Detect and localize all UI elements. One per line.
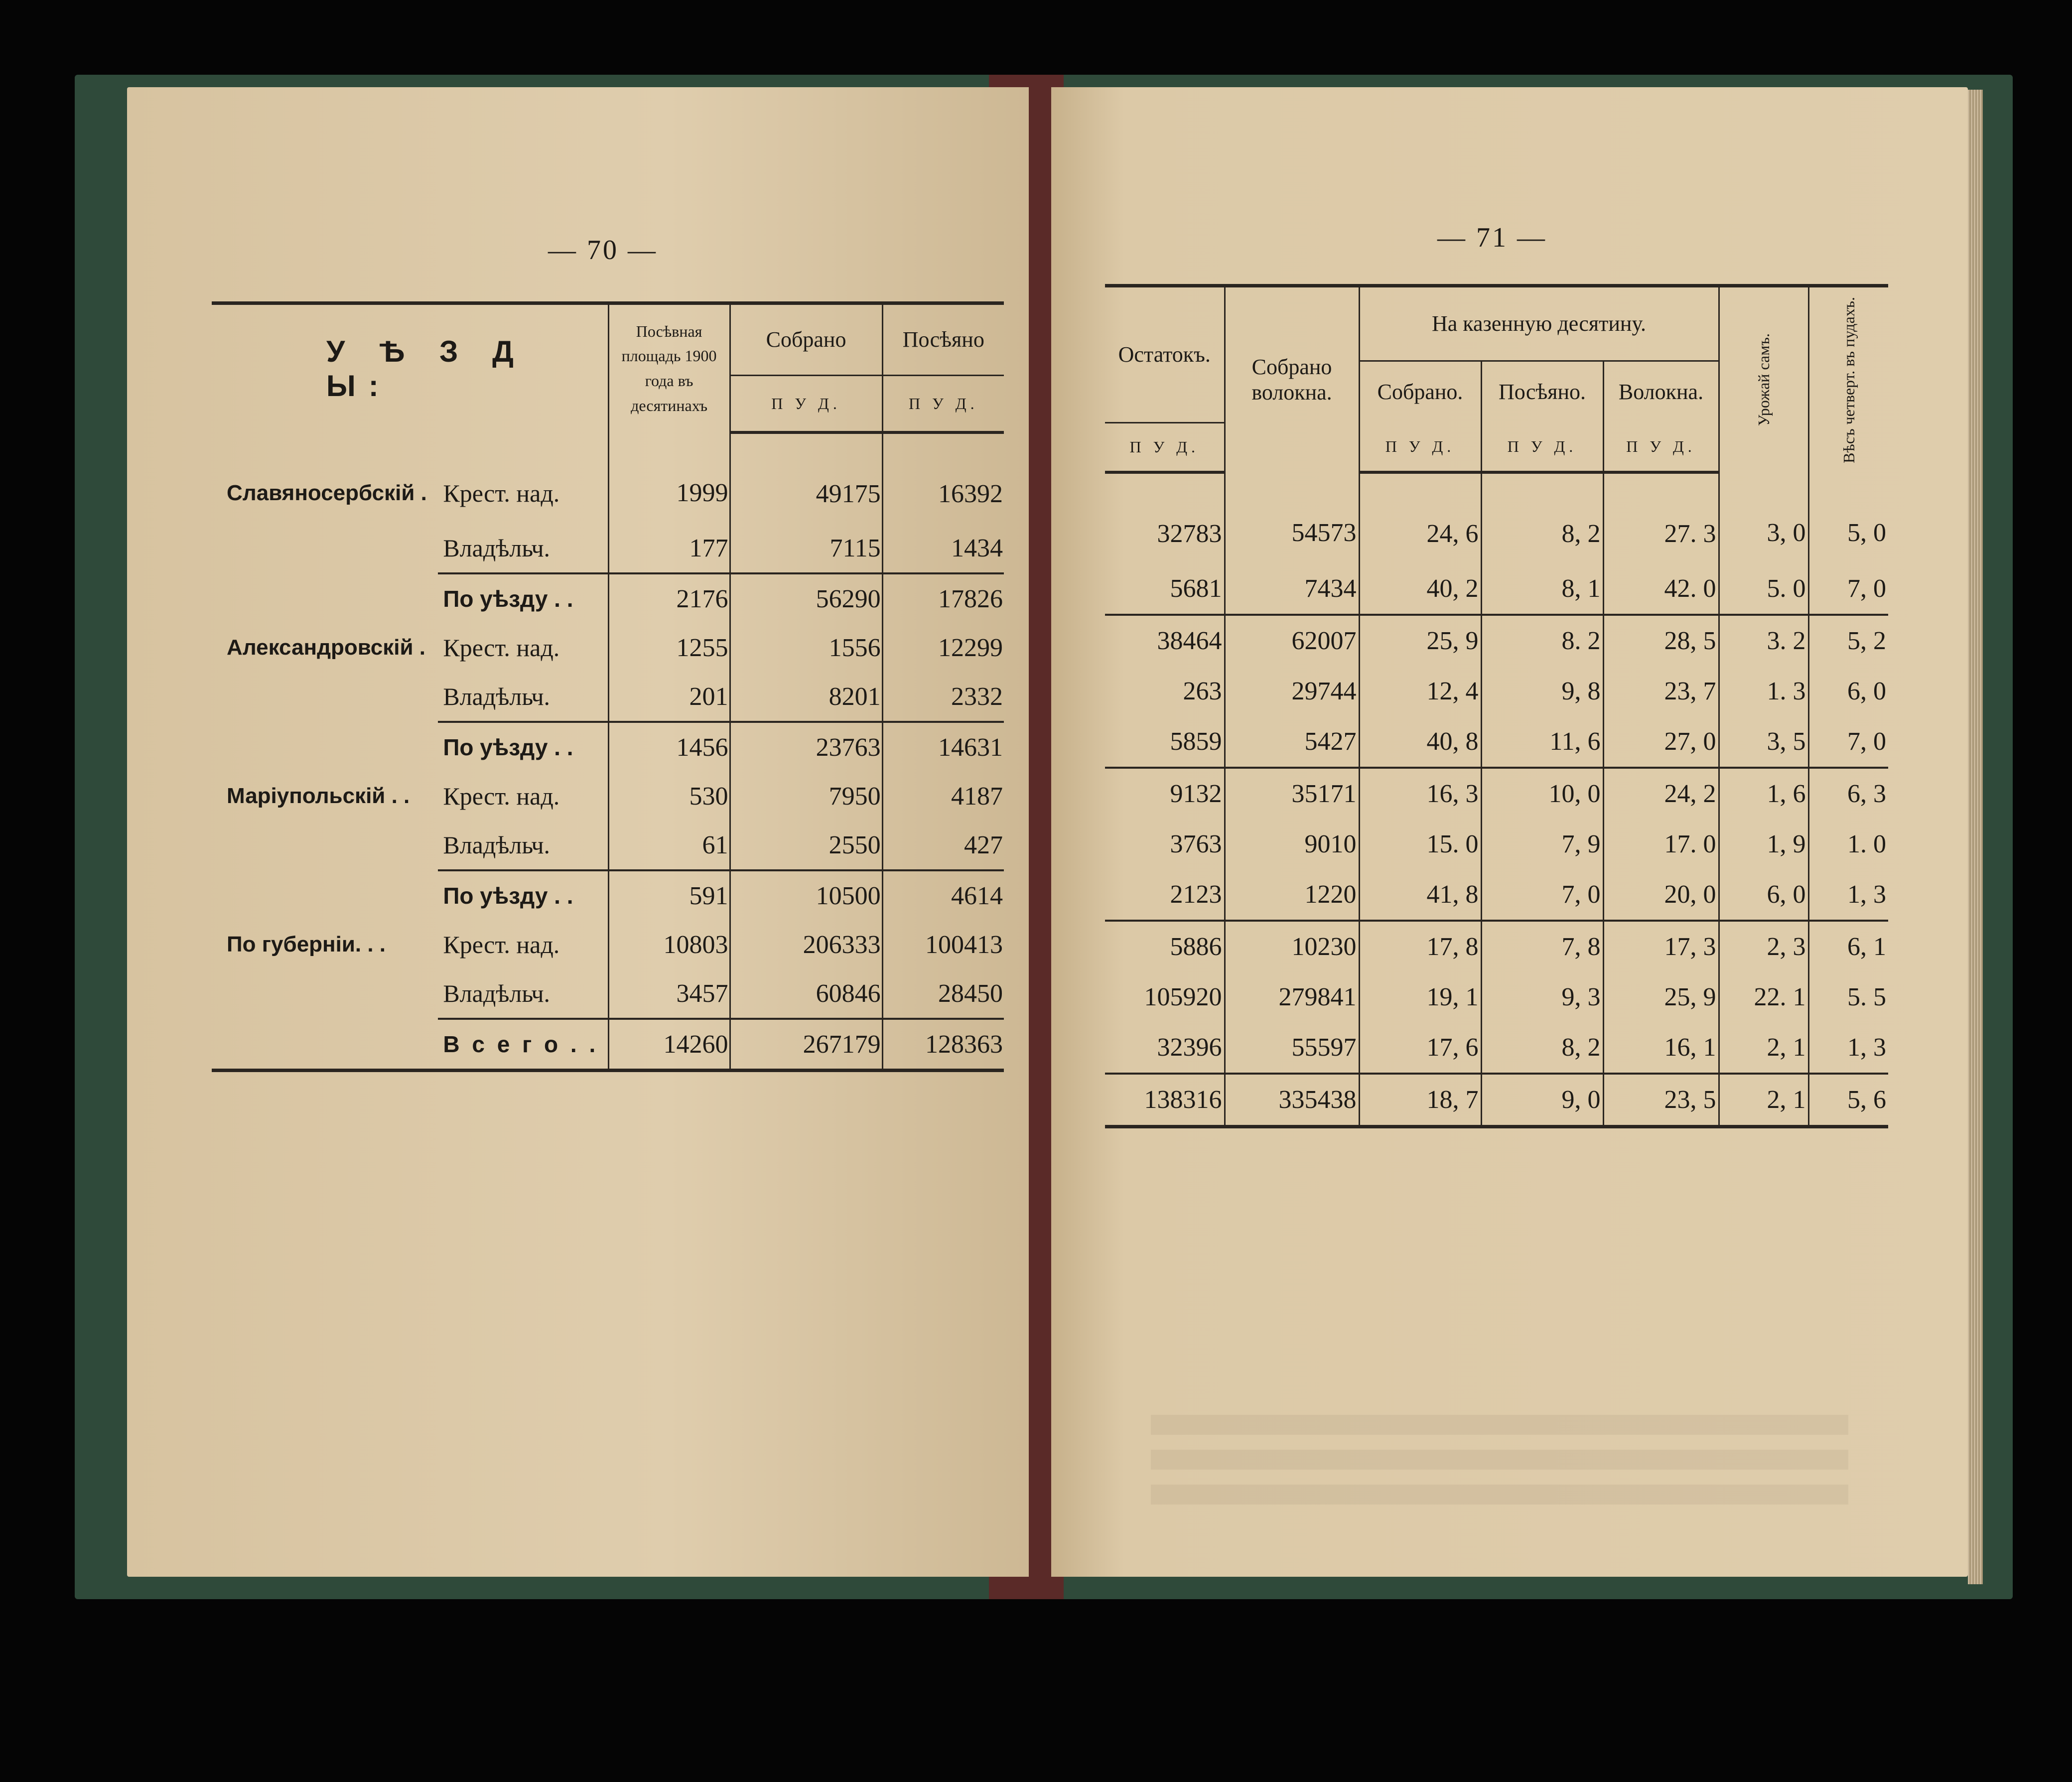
cell-yield: 22. 1 xyxy=(1719,972,1808,1022)
cell-remainder: 5886 xyxy=(1105,921,1225,972)
table-row xyxy=(1105,921,1888,972)
cell-area: 2176 xyxy=(608,573,730,623)
table-row xyxy=(1105,716,1888,768)
cell-fiber: 10230 xyxy=(1225,921,1359,972)
cell-name xyxy=(212,524,438,573)
cell-yield: 2, 1 xyxy=(1719,1074,1808,1127)
cell-name xyxy=(212,870,438,920)
per-desyatina-header: На казенную десятину. xyxy=(1359,286,1719,361)
cell-name xyxy=(212,573,438,623)
cell-sown: 28450 xyxy=(882,969,1004,1019)
cell-yield: 1, 6 xyxy=(1719,768,1808,819)
cell-cat: Крест. над. xyxy=(443,782,560,810)
cell-collected: 18, 7 xyxy=(1359,1074,1481,1127)
table-row xyxy=(1105,666,1888,716)
cell-weight: 5, 2 xyxy=(1808,615,1888,666)
table-row xyxy=(212,432,1004,524)
cell-fiber_per: 27, 0 xyxy=(1603,716,1719,768)
collected-header: Собрано xyxy=(730,303,882,376)
table-row xyxy=(212,920,1004,969)
table-row xyxy=(1105,768,1888,819)
cell-remainder: 9132 xyxy=(1105,768,1225,819)
cell-fiber: 7434 xyxy=(1225,563,1359,615)
cell-collected: 10500 xyxy=(730,870,882,920)
sown-header: Посѣяно xyxy=(882,303,1004,376)
cell-collected: 15. 0 xyxy=(1359,819,1481,869)
cell-collected: 16, 3 xyxy=(1359,768,1481,819)
cell-fiber: 29744 xyxy=(1225,666,1359,716)
cell-collected: 206333 xyxy=(730,920,882,969)
cell-collected: 7950 xyxy=(730,772,882,821)
cell-sown: 7, 0 xyxy=(1481,869,1603,921)
cell-sown: 100413 xyxy=(882,920,1004,969)
cell-fiber_per: 16, 1 xyxy=(1603,1022,1719,1074)
cell-weight: 1. 0 xyxy=(1808,819,1888,869)
cell-cat: Крест. над. xyxy=(443,479,560,507)
cell-yield: 3, 5 xyxy=(1719,716,1808,768)
yield-header: Урожай самъ. xyxy=(1719,286,1808,473)
cell-area: 201 xyxy=(608,672,730,722)
unit-label: П У Д. xyxy=(730,376,882,433)
cell-sown: 128363 xyxy=(882,1019,1004,1071)
cell-area: 1456 xyxy=(608,722,730,772)
cell-cat: В с е г о . . xyxy=(438,1019,608,1071)
cell-name xyxy=(212,672,438,722)
cell-weight: 5. 5 xyxy=(1808,972,1888,1022)
cell-cat: Владѣльч. xyxy=(443,831,551,859)
cell-sown: 8, 1 xyxy=(1481,563,1603,615)
remainder-header: Остатокъ. xyxy=(1118,342,1211,367)
table-row xyxy=(1105,819,1888,869)
cell-fiber: 35171 xyxy=(1225,768,1359,819)
unit-label: П У Д. xyxy=(1481,423,1603,473)
cell-name xyxy=(212,969,438,1019)
cell-sown: 12299 xyxy=(882,623,1004,672)
uezdy-header: У Ѣ З Д Ы: xyxy=(326,335,527,403)
cell-sown: 11, 6 xyxy=(1481,716,1603,768)
cell-sown: 1434 xyxy=(882,524,1004,573)
cell-fiber_per: 23, 5 xyxy=(1603,1074,1719,1127)
weight-header: Вѣсъ четверт. въ пудахъ. xyxy=(1808,286,1888,473)
cell-fiber_per: 17, 3 xyxy=(1603,921,1719,972)
cell-sown: 4614 xyxy=(882,870,1004,920)
collected-header: Собрано. xyxy=(1359,361,1481,422)
cell-yield: 1. 3 xyxy=(1719,666,1808,716)
cell-area: 1999 xyxy=(608,432,730,524)
cell-cat: Владѣльч. xyxy=(443,979,551,1007)
table-row xyxy=(1105,563,1888,615)
table-row xyxy=(212,722,1004,772)
cell-collected: 1556 xyxy=(730,623,882,672)
cell-sown: 2332 xyxy=(882,672,1004,722)
fiber-header: Собрано волокна. xyxy=(1225,286,1359,473)
table-row xyxy=(1105,1074,1888,1127)
cell-area: 3457 xyxy=(608,969,730,1019)
table-row xyxy=(1105,869,1888,921)
cell-fiber: 279841 xyxy=(1225,972,1359,1022)
cell-fiber_per: 27. 3 xyxy=(1603,472,1719,563)
cell-name: Александровскій . xyxy=(227,635,425,660)
unit-label: П У Д. xyxy=(1359,423,1481,473)
cell-area: 10803 xyxy=(608,920,730,969)
cell-fiber_per: 42. 0 xyxy=(1603,563,1719,615)
left-table xyxy=(212,301,1004,1072)
cell-collected: 24, 6 xyxy=(1359,472,1481,563)
cell-sown: 9, 3 xyxy=(1481,972,1603,1022)
cell-cat: По уѣзду . . xyxy=(438,870,608,920)
cell-sown: 9, 0 xyxy=(1481,1074,1603,1127)
cell-fiber_per: 24, 2 xyxy=(1603,768,1719,819)
cell-collected: 40, 8 xyxy=(1359,716,1481,768)
cell-fiber: 54573 xyxy=(1225,472,1359,563)
table-row xyxy=(212,623,1004,672)
table-row xyxy=(212,1019,1004,1071)
cell-fiber_per: 25, 9 xyxy=(1603,972,1719,1022)
cell-area: 591 xyxy=(608,870,730,920)
cell-sown: 8, 2 xyxy=(1481,472,1603,563)
unit-label: П У Д. xyxy=(1603,423,1719,473)
table-row xyxy=(212,573,1004,623)
cell-collected: 25, 9 xyxy=(1359,615,1481,666)
cell-collected: 17, 8 xyxy=(1359,921,1481,972)
cell-area: 1255 xyxy=(608,623,730,672)
table-row xyxy=(1105,972,1888,1022)
cell-name xyxy=(212,821,438,870)
area-header: Посѣвная площадь 1900 года въ десятинахъ xyxy=(608,303,730,433)
cell-weight: 6, 3 xyxy=(1808,768,1888,819)
cell-fiber_per: 23, 7 xyxy=(1603,666,1719,716)
cell-yield: 2, 3 xyxy=(1719,921,1808,972)
cell-collected: 60846 xyxy=(730,969,882,1019)
unit-label: П У Д. xyxy=(882,376,1004,433)
unit-label: П У Д. xyxy=(1105,423,1225,473)
cell-sown: 4187 xyxy=(882,772,1004,821)
table-row xyxy=(212,672,1004,722)
cell-remainder: 263 xyxy=(1183,677,1222,705)
cell-remainder: 3763 xyxy=(1170,830,1222,858)
cell-cat: Владѣльч. xyxy=(443,534,551,562)
cell-yield: 3, 0 xyxy=(1719,472,1808,563)
table-row xyxy=(212,969,1004,1019)
right-table xyxy=(1105,284,1888,1128)
cell-collected: 23763 xyxy=(730,722,882,772)
cell-fiber_per: 20, 0 xyxy=(1603,869,1719,921)
cell-sown: 10, 0 xyxy=(1481,768,1603,819)
cell-remainder: 38464 xyxy=(1105,615,1225,666)
cell-yield: 5. 0 xyxy=(1719,563,1808,615)
cell-weight: 6, 1 xyxy=(1808,921,1888,972)
table-row xyxy=(1105,615,1888,666)
cell-name: Маріупольскій . . xyxy=(227,784,410,808)
cell-area: 61 xyxy=(608,821,730,870)
cell-fiber_per: 17. 0 xyxy=(1603,819,1719,869)
cell-fiber: 1220 xyxy=(1225,869,1359,921)
cell-cat: Крест. над. xyxy=(443,634,560,662)
cell-weight: 7, 0 xyxy=(1808,716,1888,768)
cell-sown: 14631 xyxy=(882,722,1004,772)
cell-collected: 12, 4 xyxy=(1359,666,1481,716)
cell-collected: 40, 2 xyxy=(1359,563,1481,615)
cell-weight: 1, 3 xyxy=(1808,1022,1888,1074)
cell-weight: 1, 3 xyxy=(1808,869,1888,921)
cell-cat: По уѣзду . . xyxy=(438,573,608,623)
cell-name xyxy=(212,722,438,772)
cell-collected: 19, 1 xyxy=(1359,972,1481,1022)
cell-weight: 6, 0 xyxy=(1808,666,1888,716)
cell-collected: 267179 xyxy=(730,1019,882,1071)
cell-remainder: 138316 xyxy=(1105,1074,1225,1127)
cell-fiber: 62007 xyxy=(1225,615,1359,666)
cell-sown: 7, 8 xyxy=(1481,921,1603,972)
table-row xyxy=(212,524,1004,573)
cell-collected: 49175 xyxy=(730,432,882,524)
cell-sown: 427 xyxy=(882,821,1004,870)
cell-remainder: 32396 xyxy=(1157,1033,1222,1062)
cell-yield: 1, 9 xyxy=(1719,819,1808,869)
cell-remainder: 105920 xyxy=(1144,983,1222,1011)
cell-weight: 7, 0 xyxy=(1808,563,1888,615)
cell-remainder: 32783 xyxy=(1157,519,1222,548)
table-row xyxy=(212,772,1004,821)
cell-collected: 2550 xyxy=(730,821,882,870)
cell-area: 177 xyxy=(608,524,730,573)
table-row xyxy=(1105,1022,1888,1074)
cell-collected: 41, 8 xyxy=(1359,869,1481,921)
sown-header: Посѣяно. xyxy=(1481,361,1603,422)
cell-collected: 7115 xyxy=(730,524,882,573)
cell-yield: 3. 2 xyxy=(1719,615,1808,666)
cell-sown: 9, 8 xyxy=(1481,666,1603,716)
table-row xyxy=(212,821,1004,870)
cell-name: Славяносербскій . xyxy=(227,480,427,505)
cell-fiber_per: 28, 5 xyxy=(1603,615,1719,666)
cell-cat: Владѣльч. xyxy=(443,683,551,710)
page-edges xyxy=(1968,90,1983,1584)
cell-sown: 8, 2 xyxy=(1481,1022,1603,1074)
cell-fiber: 5427 xyxy=(1225,716,1359,768)
cell-area: 530 xyxy=(608,772,730,821)
cell-yield: 6, 0 xyxy=(1719,869,1808,921)
cell-weight: 5, 6 xyxy=(1808,1074,1888,1127)
cell-weight: 5, 0 xyxy=(1808,472,1888,563)
cell-fiber: 335438 xyxy=(1225,1074,1359,1127)
cell-sown: 16392 xyxy=(882,432,1004,524)
cell-name: По губерніи. . . xyxy=(227,932,386,957)
cell-collected: 17, 6 xyxy=(1359,1022,1481,1074)
cell-sown: 8. 2 xyxy=(1481,615,1603,666)
cell-area: 14260 xyxy=(608,1019,730,1071)
left-page-number: — 70 — xyxy=(548,235,658,266)
fiber-per-header: Волокна. xyxy=(1603,361,1719,422)
cell-cat: По уѣзду . . xyxy=(438,722,608,772)
table-row xyxy=(212,870,1004,920)
cell-fiber: 9010 xyxy=(1225,819,1359,869)
cell-remainder: 5859 xyxy=(1170,727,1222,756)
cell-fiber: 55597 xyxy=(1225,1022,1359,1074)
cell-name xyxy=(212,1019,438,1071)
cell-sown: 17826 xyxy=(882,573,1004,623)
bleed-through-text xyxy=(1151,1415,1848,1505)
table-row xyxy=(1105,472,1888,563)
cell-remainder: 2123 xyxy=(1170,880,1222,909)
cell-yield: 2, 1 xyxy=(1719,1022,1808,1074)
cell-remainder: 5681 xyxy=(1170,574,1222,603)
cell-cat: Крест. над. xyxy=(443,931,560,959)
cell-collected: 8201 xyxy=(730,672,882,722)
right-page-number: — 71 — xyxy=(1437,222,1547,253)
cell-collected: 56290 xyxy=(730,573,882,623)
cell-sown: 7, 9 xyxy=(1481,819,1603,869)
